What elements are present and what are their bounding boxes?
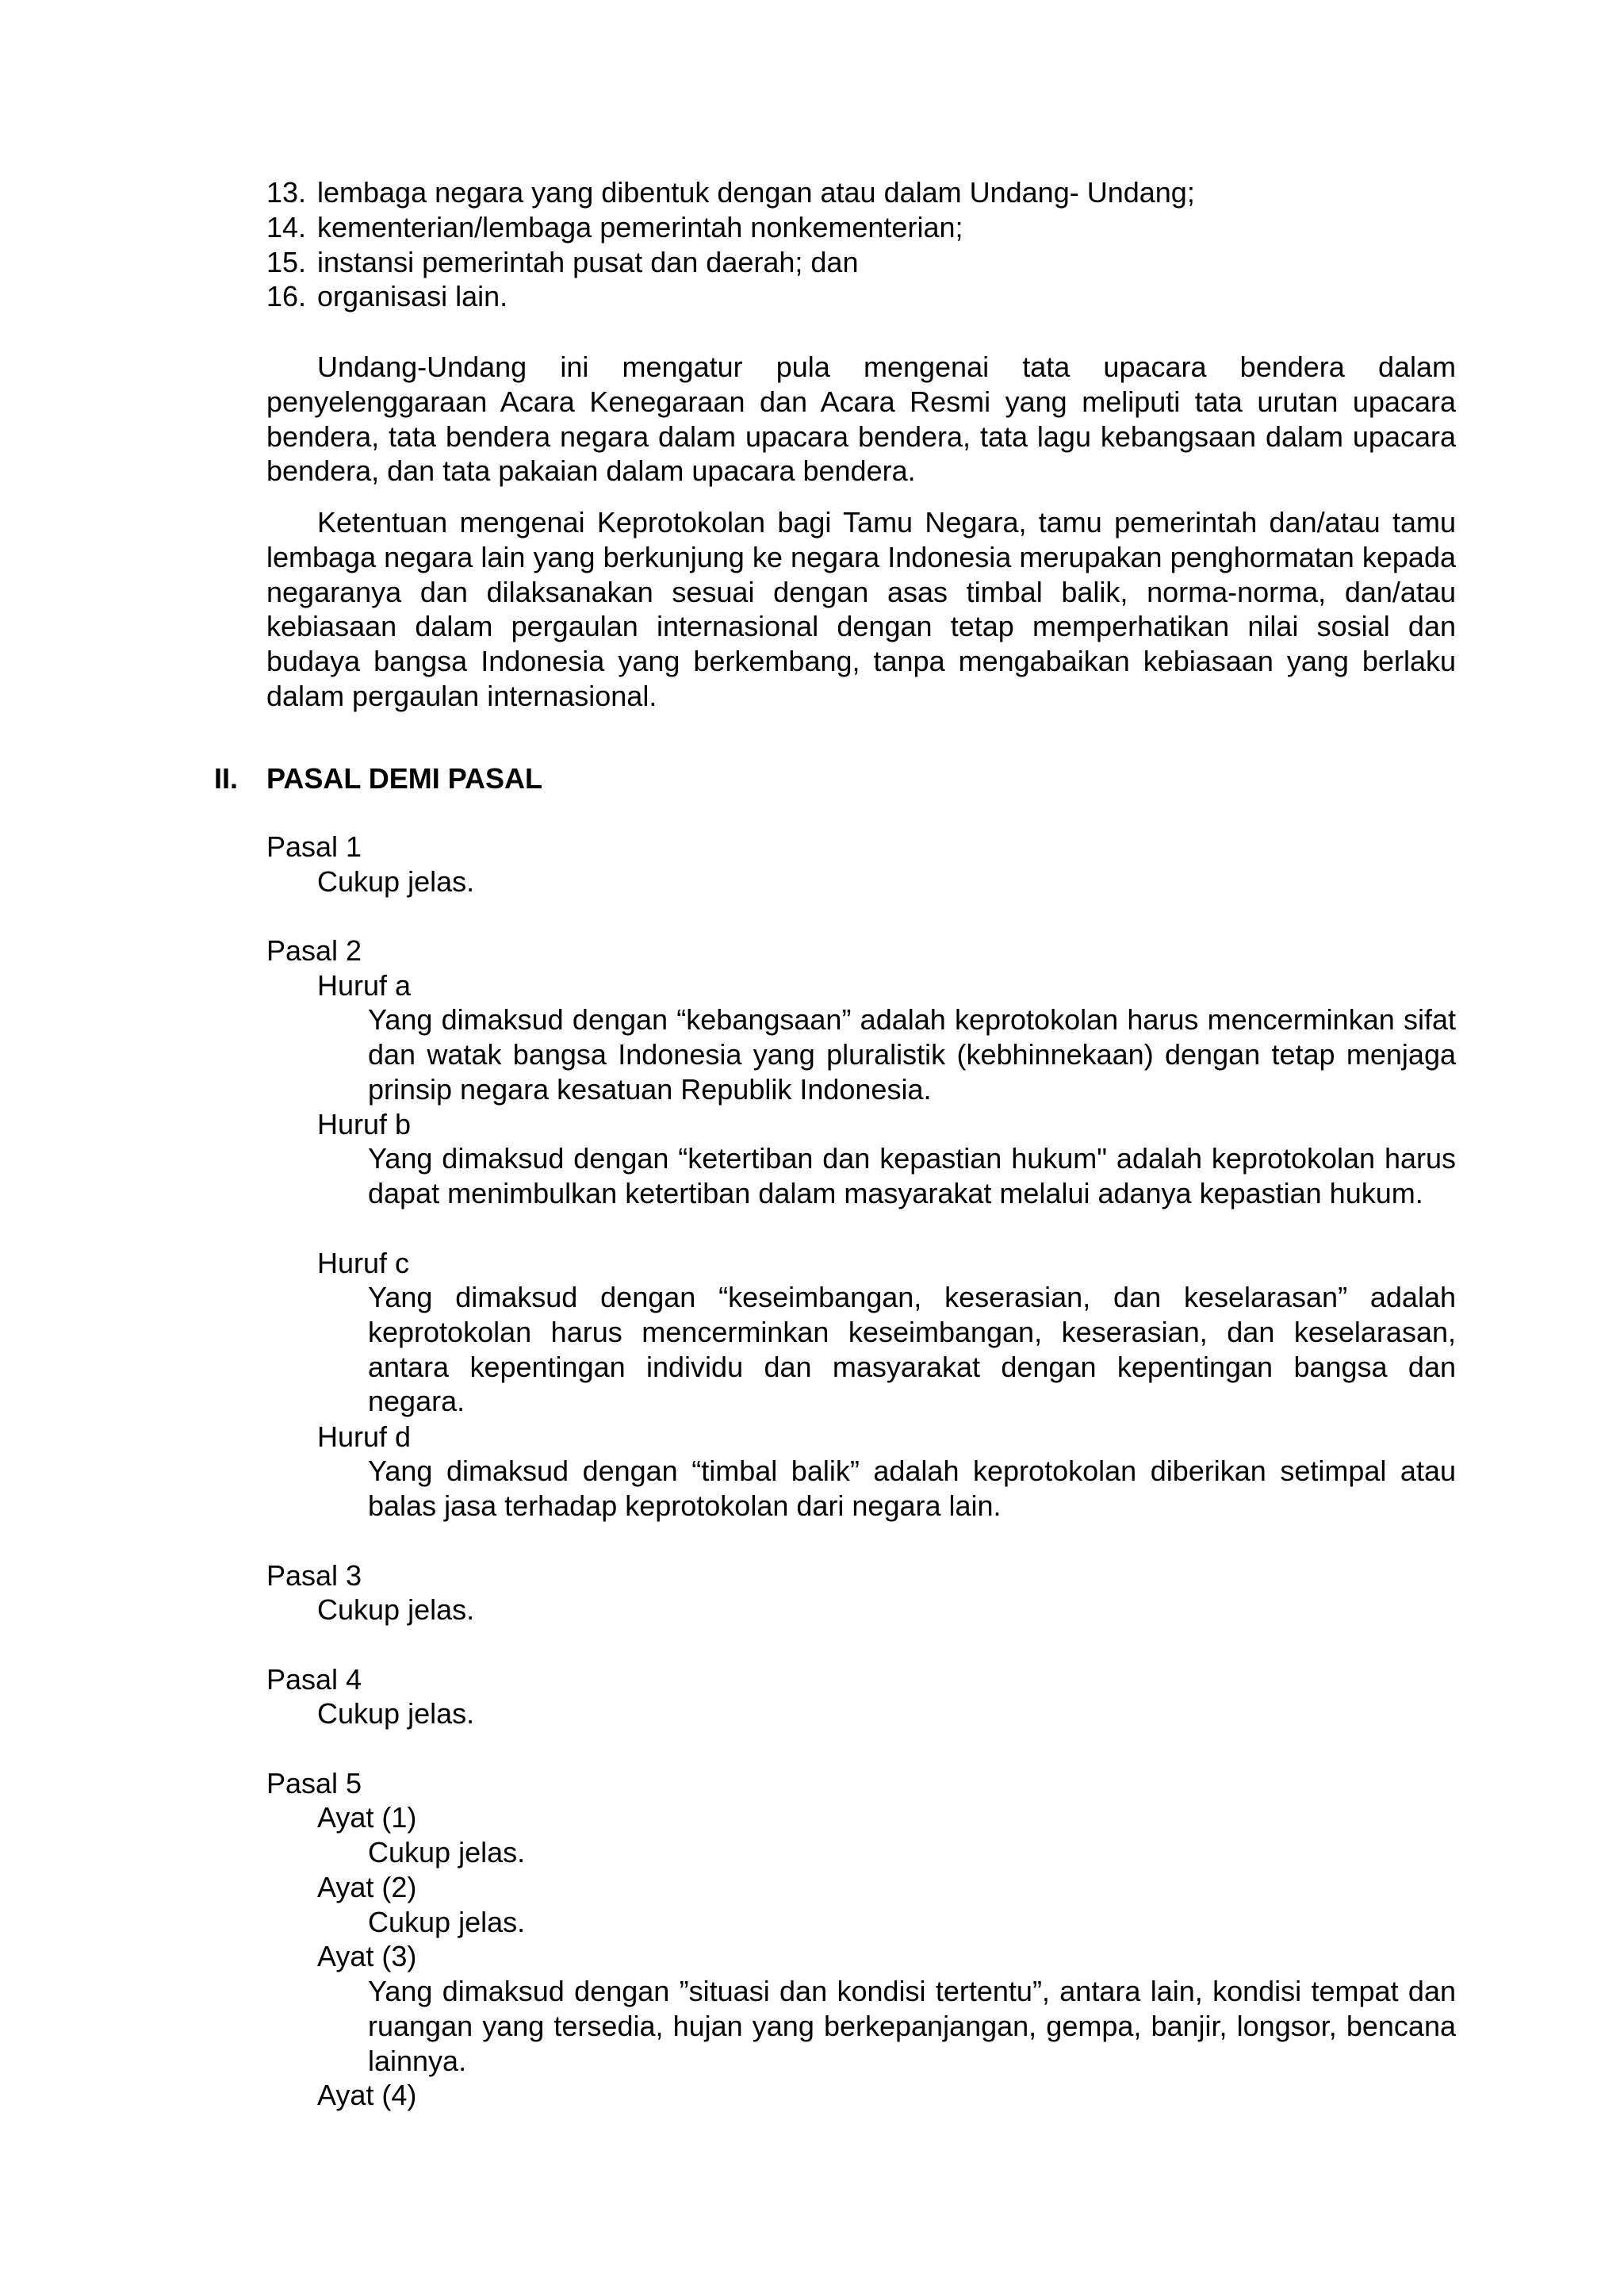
huruf-b-text: Yang dimaksud dengan “ketertiban dan kepastian hukum" adalah keprotokolan harus dapat menimbulkan ketertiban dalam masyarakat melalui adanya kepastian hukum. xyxy=(368,1142,1456,1209)
huruf-d-text: Yang dimaksud dengan “timbal balik” adalah keprotokolan diberikan setimpal atau balas jasa terhadap keprotokolan dari negara lain. xyxy=(368,1455,1456,1522)
huruf-a-label: Huruf a xyxy=(317,969,412,1002)
list-item xyxy=(266,279,1456,314)
section-number: II. xyxy=(214,762,239,795)
list-item-number: 13. xyxy=(266,176,307,209)
numbered-list xyxy=(266,175,1456,314)
pasal-4-label: Pasal 4 xyxy=(266,1663,362,1696)
list-item xyxy=(266,175,1456,210)
ayat-2-label: Ayat (2) xyxy=(317,1871,417,1903)
section-title: PASAL DEMI PASAL xyxy=(266,762,543,795)
list-item-number: 16. xyxy=(266,280,307,313)
list-item-text: lembaga negara yang dibentuk dengan atau dalam Undang- Undang; xyxy=(317,176,1195,209)
huruf-a-text: Yang dimaksud dengan “kebangsaan” adalah keprotokolan harus mencerminkan sifat dan watak bangsa Indonesia yang pluralistik (kebhinnekaan) dengan tetap menjaga prinsip negara kesatuan Republik Indonesia. xyxy=(368,1003,1456,1106)
list-item-text: organisasi lain. xyxy=(317,280,508,313)
list-item-text: kementerian/lembaga pemerintah nonkementerian; xyxy=(317,210,963,243)
ayat-3-text: Yang dimaksud dengan ”situasi dan kondisi tertentu”, antara lain, kondisi tempat dan ruangan yang tersedia, hujan yang berkepanjangan, gempa, banjir, longsor, bencana lainnya. xyxy=(368,1975,1456,2077)
list-item xyxy=(266,245,1456,280)
pasal-5-label: Pasal 5 xyxy=(266,1767,362,1800)
ayat-3-label: Ayat (3) xyxy=(317,1940,417,1972)
list-item-text: instansi pemerintah pusat dan daerah; dan xyxy=(317,245,859,278)
list-item-number: 15. xyxy=(266,245,307,278)
ayat-2-text: Cukup jelas. xyxy=(368,1906,526,1938)
list-item xyxy=(266,210,1456,245)
pasal-2-label: Pasal 2 xyxy=(266,934,362,967)
pasal-3-text: Cukup jelas. xyxy=(317,1593,475,1626)
huruf-c-text: Yang dimaksud dengan “keseimbangan, keserasian, dan keselarasan” adalah keprotokolan harus mencerminkan keseimbangan, keserasian, dan keselarasan, antara kepentingan individu dan masyarakat dengan kepentingan bangsa dan negara. xyxy=(368,1281,1456,1418)
list-item-number: 14. xyxy=(266,210,307,243)
ayat-1-label: Ayat (1) xyxy=(317,1801,417,1834)
pasal-1-label: Pasal 1 xyxy=(266,830,362,863)
paragraph-tata-upacara: Undang-Undang ini mengatur pula mengenai tata upacara bendera dalam penyelenggaraan Acara Kenegaraan dan Acara Resmi yang meliputi tata urutan upacara bendera, tata bendera negara dalam upacara bendera, tata lagu kebangsaan dalam upacara bendera, dan tata pakaian dalam upacara bendera. xyxy=(266,351,1456,488)
ayat-1-text: Cukup jelas. xyxy=(368,1836,526,1869)
ayat-4-label: Ayat (4) xyxy=(317,2079,417,2111)
pasal-1-text: Cukup jelas. xyxy=(317,865,475,898)
paragraph-tamu-negara: Ketentuan mengenai Keprotokolan bagi Tamu Negara, tamu pemerintah dan/atau tamu lembaga negara lain yang berkunjung ke negara Indonesia merupakan penghormatan kepada negaranya dan dilaksanakan sesuai dengan asas timbal balik, norma-norma, dan/atau kebiasaan dalam pergaulan internasional dengan tetap memperhatikan nilai sosial dan budaya bangsa Indonesia yang berkembang, tanpa mengabaikan kebiasaan yang berlaku dalam pergaulan internasional. xyxy=(266,506,1456,712)
huruf-b-label: Huruf b xyxy=(317,1108,412,1140)
pasal-4-text: Cukup jelas. xyxy=(317,1697,475,1730)
huruf-d-label: Huruf d xyxy=(317,1420,412,1453)
huruf-c-label: Huruf c xyxy=(317,1247,410,1279)
pasal-3-label: Pasal 3 xyxy=(266,1559,362,1592)
